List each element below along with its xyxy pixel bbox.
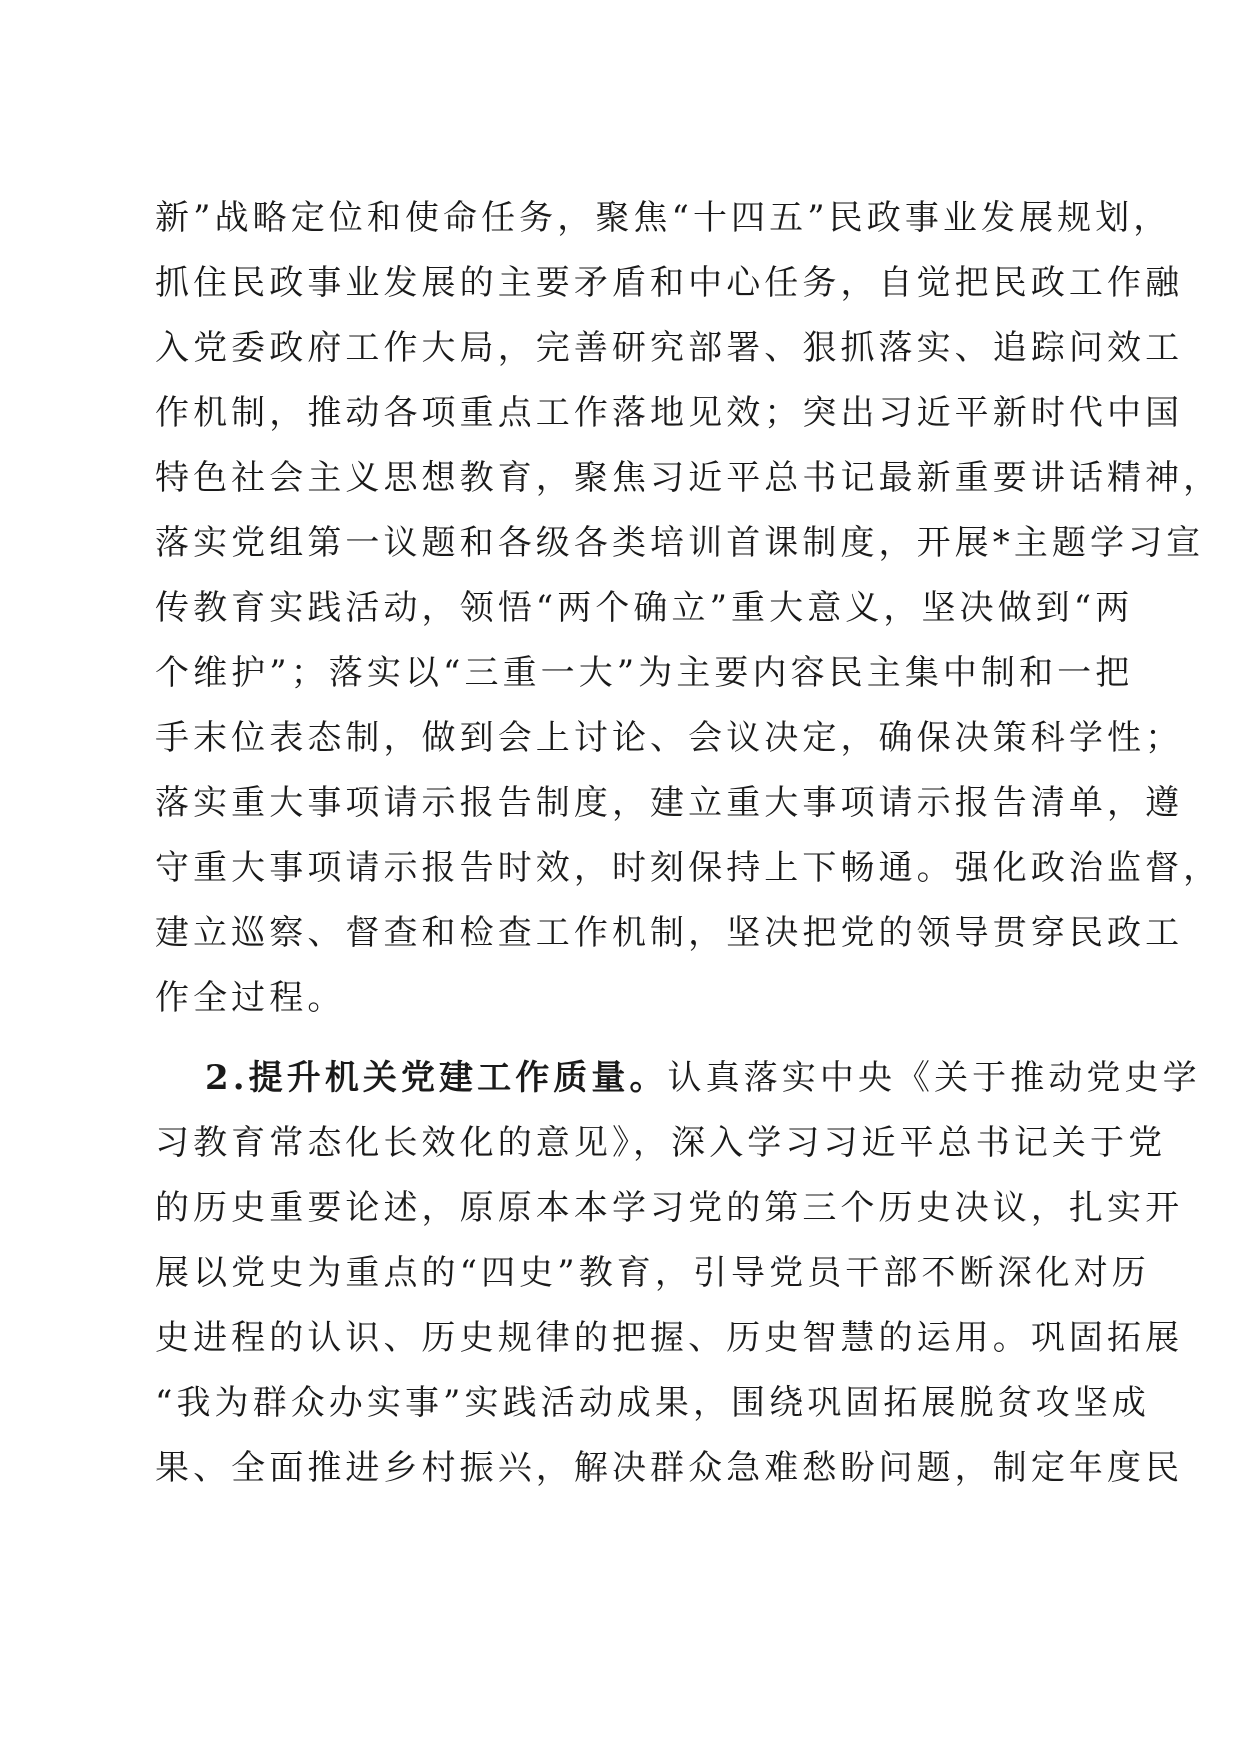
paragraph-line: 传教育实践活动，领悟“两个确立”重大意义，坚决做到“两 [155, 588, 1134, 628]
paragraph-line: 果、全面推进乡村振兴，解决群众急难愁盼问题，制定年度民 [155, 1448, 1184, 1488]
paragraph-line: “我为群众办实事”实践活动成果，围绕巩固拓展脱贫攻坚成 [155, 1383, 1150, 1423]
paragraph-line: 展以党史为重点的“四史”教育，引导党员干部不断深化对历 [155, 1253, 1150, 1293]
paragraph-first-line [205, 1045, 1201, 1111]
paragraph-line: 入党委政府工作大局，完善研究部署、狠抓落实、追踪问效工 [155, 328, 1184, 368]
paragraph-line: 落实重大事项请示报告制度，建立重大事项请示报告清单，遵 [155, 783, 1184, 823]
paragraph-text: 认真落实中央《关于推动党史学 [667, 1058, 1201, 1098]
paragraph-line: 落实党组第一议题和各级各类培训首课制度，开展*主题学习宣 [155, 523, 1205, 563]
paragraph-line: 习教育常态化长效化的意见》，深入学习习近平总书记关于党 [155, 1123, 1167, 1163]
paragraph-line: 新”战略定位和使命任务，聚焦“十四五”民政事业发展规划， [155, 198, 1172, 238]
paragraph-line: 史进程的认识、历史规律的把握、历史智慧的运用。巩固拓展 [155, 1318, 1184, 1358]
paragraph-line: 特色社会主义思想教育，聚焦习近平总书记最新重要讲话精神， [155, 458, 1222, 498]
paragraph-line: 作全过程。 [155, 978, 346, 1018]
paragraph-line: 作机制，推动各项重点工作落地见效；突出习近平新时代中国 [155, 393, 1184, 433]
paragraph-line: 抓住民政事业发展的主要矛盾和中心任务，自觉把民政工作融 [155, 263, 1184, 303]
paragraph-line: 个维护”；落实以“三重一大”为主要内容民主集中制和一把 [155, 653, 1134, 693]
paragraph-line: 建立巡察、督查和检查工作机制，坚决把党的领导贯穿民政工 [155, 913, 1184, 953]
paragraph-line: 的历史重要论述，原原本本学习党的第三个历史决议，扎实开 [155, 1188, 1184, 1228]
paragraph-line: 手末位表态制，做到会上讨论、会议决定，确保决策科学性； [155, 718, 1184, 758]
paragraph-line: 守重大事项请示报告时效，时刻保持上下畅通。强化政治监督， [155, 848, 1222, 888]
section-heading: 2.提升机关党建工作质量。 [205, 1058, 668, 1098]
